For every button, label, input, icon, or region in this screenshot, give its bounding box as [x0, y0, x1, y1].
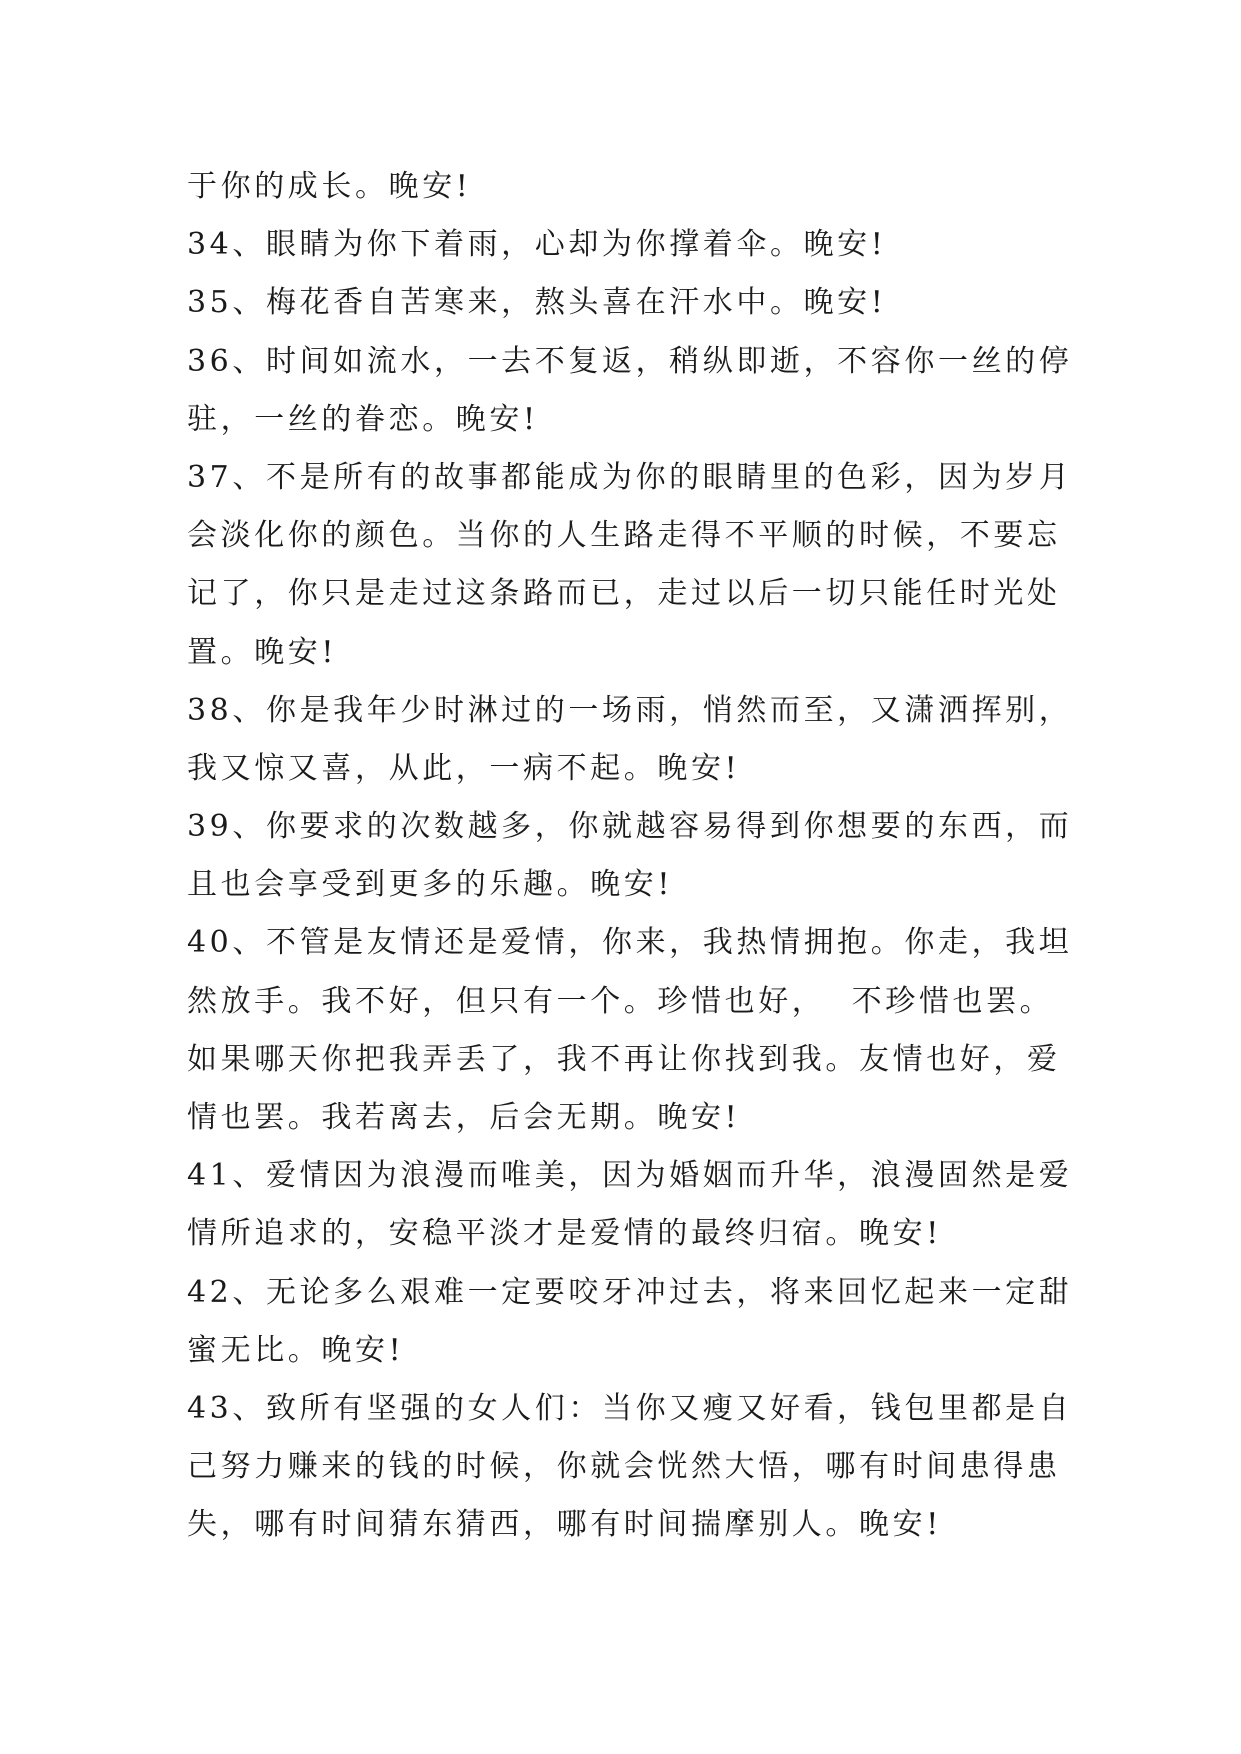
text-line: 情也罢。我若离去，后会无期。晚安!: [187, 1100, 741, 1135]
text-line: 我又惊又喜，从此，一病不起。晚安!: [187, 750, 741, 786]
text-line: 41、爱情因为浪漫而唯美，因为婚姻而升华，浪漫固然是爱: [187, 1158, 1073, 1194]
text-line: 己努力赚来的钱的时候，你就会恍然大悟，哪有时间患得患: [187, 1449, 1061, 1485]
text-line: 于你的成长。晚安!: [187, 169, 472, 204]
text-line: 42、无论多么艰难一定要咬牙冲过去，将来回忆起来一定甜: [187, 1274, 1073, 1310]
text-line: 38、你是我年少时淋过的一场雨，悄然而至，又潇洒挥别，: [187, 692, 1073, 728]
text-line: 如果哪天你把我弄丢了，我不再让你找到我。友情也好，爱: [187, 1041, 1061, 1077]
text-line: 失，哪有时间猜东猜西，哪有时间揣摩别人。晚安!: [187, 1507, 942, 1543]
text-line: 然放手。我不好，但只有一个。珍惜也好， 不珍惜也罢。: [187, 983, 1054, 1019]
body-text: [187, 158, 1073, 1555]
text-line: 且也会享受到更多的乐趣。晚安!: [187, 867, 674, 903]
text-line: 43、致所有坚强的女人们：当你又瘦又好看，钱包里都是自: [187, 1390, 1073, 1426]
text-line: 置。晚安!: [187, 634, 338, 670]
text-line: 40、不管是友情还是爱情，你来，我热情拥抱。你走，我坦: [187, 925, 1073, 961]
text-line: 情所追求的，安稳平淡才是爱情的最终归宿。晚安!: [187, 1216, 942, 1252]
text-line: 蜜无比。晚安!: [187, 1332, 405, 1368]
text-line: 35、梅花香自苦寒来，熬头喜在汗水中。晚安!: [187, 285, 887, 321]
text-line: 37、不是所有的故事都能成为你的眼睛里的色彩，因为岁月: [187, 459, 1073, 495]
text-line: 会淡化你的颜色。当你的人生路走得不平顺的时候，不要忘: [187, 518, 1061, 554]
text-line: 记了，你只是走过这条路而已，走过以后一切只能任时光处: [187, 576, 1061, 612]
text-line: 驻，一丝的眷恋。晚安!: [187, 401, 539, 437]
text-line: 36、时间如流水，一去不复返，稍纵即逝，不容你一丝的停: [187, 343, 1073, 379]
text-line: 39、你要求的次数越多，你就越容易得到你想要的东西，而: [187, 809, 1073, 845]
text-line: 34、眼睛为你下着雨，心却为你撑着伞。晚安!: [187, 227, 887, 263]
